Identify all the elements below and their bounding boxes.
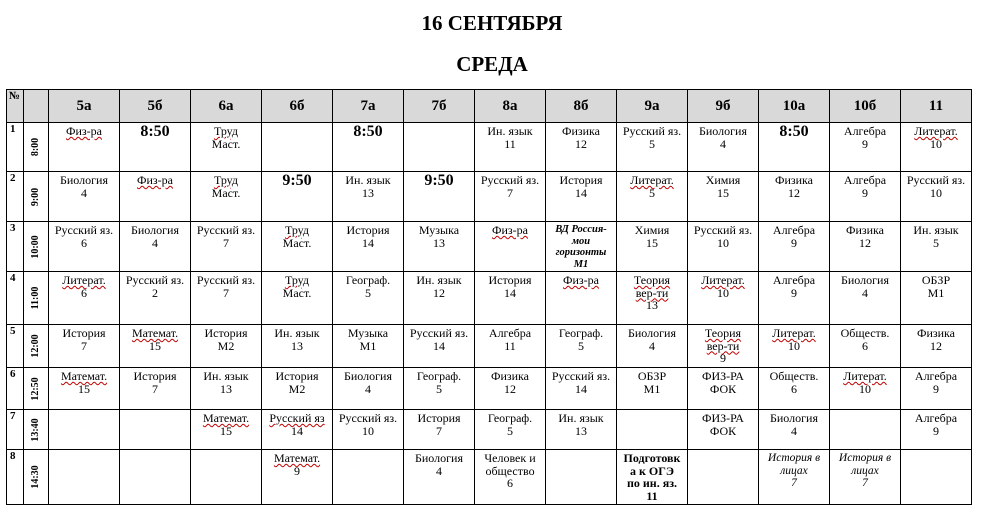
subject-entry: Биология 4 [698,124,747,151]
lesson-time: 11:00 [29,286,41,310]
page-title: 16 СЕНТЯБРЯ [421,11,563,35]
schedule-cell [830,222,901,272]
schedule-cell [688,123,759,172]
subject-entry: Физика 12 [916,326,956,353]
schedule-cell [830,272,901,325]
header-row [7,90,972,123]
lesson-number: 7 [7,410,24,450]
schedule-cell [404,272,475,325]
subject-entry: Биология 4 [769,411,818,438]
schedule-cell [546,272,617,325]
class-header: 7б [404,90,475,123]
schedule-cell [262,123,333,172]
schedule-cell [120,368,191,410]
schedule-cell [759,325,830,368]
subject-entry [688,450,758,452]
schedule-cell [688,410,759,450]
schedule-cell [191,172,262,222]
schedule-cell [759,272,830,325]
schedule-cell [759,450,830,505]
schedule-cell [688,368,759,410]
subject-entry: История в лицах 7 [838,452,892,489]
schedule-cell [617,410,688,450]
schedule-cell [49,368,120,410]
schedule-cell [688,450,759,505]
schedule-cell [333,222,404,272]
class-header: 8а [475,90,546,123]
schedule-cell [901,325,972,368]
schedule-cell [49,450,120,505]
schedule-cell [617,222,688,272]
subject-entry: Географ. 5 [487,411,533,438]
lesson-row [7,368,972,410]
schedule-cell [120,172,191,222]
schedule-cell [617,123,688,172]
lesson-time: 8:00 [29,137,41,157]
lesson-row [7,222,972,272]
subject-entry: Физ-ра [492,223,528,237]
subject-entry: Ин. язык 12 [416,273,462,300]
lesson-time-cell [24,368,49,410]
schedule-cell [901,172,972,222]
subject-entry [546,450,616,452]
subject-entry [49,450,119,452]
lesson-time: 9:00 [29,187,41,206]
subject-entry: Географ. 5 [416,369,462,396]
schedule-cell [475,325,546,368]
start-time-label: 9:50 [424,172,454,189]
lesson-time: 14:30 [29,465,41,489]
subject-entry: История 14 [559,173,603,200]
schedule-cell [688,325,759,368]
schedule-cell [688,272,759,325]
start-time-label: 8:50 [353,123,383,140]
class-header: 11 [901,90,972,123]
schedule-cell [617,172,688,222]
subject-entry: Обществ. 6 [769,369,819,396]
subject-entry: Географ. 5 [345,273,391,300]
schedule-cell [901,123,972,172]
schedule-cell [333,368,404,410]
schedule-cell [475,172,546,222]
subject-entry: Русский яз. 2 [125,273,185,300]
subject-entry: Географ. 5 [558,326,604,353]
subject-entry [191,450,261,452]
schedule-cell [262,325,333,368]
schedule-cell [404,410,475,450]
subject-entry: Ин. язык 13 [345,173,391,200]
lesson-number: 1 [7,123,24,172]
class-header: 10б [830,90,901,123]
subject-entry: Физика 12 [490,369,530,396]
schedule-cell [759,410,830,450]
lesson-time: 12:00 [29,334,41,358]
schedule-cell [120,222,191,272]
subject-entry: Подготовк а к ОГЭ по ин. яз. 11 [623,451,681,503]
schedule-cell [546,450,617,505]
schedule-cell [901,222,972,272]
schedule-cell [759,123,830,172]
subject-entry: Обществ. 6 [840,326,890,353]
schedule-cell [49,325,120,368]
schedule-cell [404,123,475,172]
subject-entry: Биология 4 [59,173,108,200]
number-header: № [7,90,24,123]
subject-entry [333,450,403,452]
subject-entry: ОБЗР М1 [921,273,951,300]
subject-entry [901,450,971,452]
schedule-cell [333,450,404,505]
subject-entry: Русский яз. 10 [906,173,966,200]
schedule-cell [617,368,688,410]
subject-entry: Русский яз. 10 [693,223,753,250]
schedule-cell [475,222,546,272]
lesson-number: 6 [7,368,24,410]
subject-entry: Алгебра 9 [843,173,887,200]
schedule-cell [759,172,830,222]
schedule-cell [404,368,475,410]
schedule-cell [333,272,404,325]
lesson-time: 12:50 [29,376,41,401]
subject-entry: История М2 [204,326,248,353]
schedule-cell [546,222,617,272]
subject-entry: История в лицах 7 [767,452,821,489]
schedule-cell [191,325,262,368]
subject-entry: Физика 12 [845,223,885,250]
lesson-time-cell [24,172,49,222]
schedule-cell [191,368,262,410]
lesson-row [7,450,972,505]
subject-entry: Физика 12 [774,173,814,200]
subject-entry: Химия 15 [634,223,670,250]
subject-entry: Биология 4 [840,273,889,300]
schedule-cell [262,272,333,325]
subject-entry: История 14 [346,223,390,250]
class-header: 5а [49,90,120,123]
class-header: 5б [120,90,191,123]
lesson-time: 13:40 [29,417,41,442]
schedule-cell [901,450,972,505]
lesson-number: 8 [7,450,24,505]
subject-entry: История 7 [417,411,461,438]
schedule-cell [830,410,901,450]
schedule-cell [404,172,475,222]
subject-entry: Физика 12 [561,124,601,151]
lesson-number: 4 [7,272,24,325]
subject-entry: Ин. язык 13 [274,326,320,353]
day-title: СРЕДА [456,52,528,76]
schedule-cell [120,450,191,505]
start-time-label: 8:50 [779,123,809,140]
subject-entry: История 7 [133,369,177,396]
schedule-cell [49,410,120,450]
schedule-cell [262,450,333,505]
subject-entry: Математ. 15 [131,326,179,353]
schedule-cell [475,410,546,450]
schedule-cell [759,368,830,410]
schedule-cell [333,172,404,222]
class-header: 6б [262,90,333,123]
subject-entry [830,410,900,412]
schedule-cell [830,325,901,368]
subject-entry: Физ-ра [66,124,102,138]
subject-entry: Ин. язык 11 [487,124,533,151]
lesson-row [7,123,972,172]
schedule-cell [120,123,191,172]
subject-entry: Литерат. 10 [701,273,745,300]
subject-entry [404,123,474,125]
schedule-cell [688,222,759,272]
schedule-cell [49,172,120,222]
subject-entry: Биология 4 [414,451,463,478]
schedule-table [6,89,972,505]
schedule-cell [404,450,475,505]
schedule-cell [333,123,404,172]
subject-entry: Русский яз. 5 [622,124,682,151]
subject-entry [120,450,190,452]
subject-entry: Алгебра 9 [914,369,958,396]
subject-entry: Физ-ра [137,173,173,187]
subject-entry: Математ. 9 [273,451,321,478]
schedule-cell [262,368,333,410]
class-header: 8б [546,90,617,123]
schedule-cell [830,172,901,222]
subject-entry: Русский яз 14 [269,411,325,438]
schedule-cell [546,368,617,410]
subject-entry: Теория вер-ти 13 [633,273,671,312]
subject-entry: Литерат. 10 [914,124,958,151]
schedule-cell [191,272,262,325]
subject-entry: Алгебра 9 [843,124,887,151]
subject-entry: Алгебра 9 [914,411,958,438]
subject-entry [49,410,119,412]
lesson-row [7,325,972,368]
schedule-cell [120,410,191,450]
schedule-cell [688,172,759,222]
subject-entry: Алгебра 11 [488,326,532,353]
subject-entry: Литерат. 10 [843,369,887,396]
subject-entry: Русский яз. 6 [54,223,114,250]
class-header: 7а [333,90,404,123]
subject-entry: История 7 [62,326,106,353]
subject-entry: Физ-ра [563,273,599,287]
start-time-label: 8:50 [140,123,170,140]
subject-entry: Ин. язык 5 [913,223,959,250]
subject-entry: Музыка М1 [347,326,389,353]
subject-entry: ОБЗР М1 [637,369,667,396]
schedule-cell [901,410,972,450]
lesson-row [7,172,972,222]
class-header: 9а [617,90,688,123]
start-time-label: 9:50 [282,172,312,189]
schedule-cell [333,325,404,368]
subject-entry: Человек и общество 6 [484,451,536,490]
subject-entry: Ин. язык 13 [558,411,604,438]
subject-entry: Русский яз. 14 [409,326,469,353]
lesson-time-cell [24,410,49,450]
schedule-cell [262,222,333,272]
lesson-time-cell [24,272,49,325]
schedule-cell [901,368,972,410]
schedule-cell [475,368,546,410]
schedule-cell [49,123,120,172]
schedule-cell [546,325,617,368]
subject-entry: Алгебра 9 [772,273,816,300]
subject-entry: Русский яз. 7 [196,223,256,250]
schedule-cell [49,272,120,325]
lesson-number: 3 [7,222,24,272]
schedule-cell [120,272,191,325]
schedule-cell [191,410,262,450]
schedule-cell [617,325,688,368]
subject-entry: ФИЗ-РА ФОК [702,369,744,396]
subject-entry [120,410,190,412]
subject-entry [617,410,687,412]
time-header [24,90,49,123]
subject-entry: Труд Маст. [211,124,241,151]
schedule-cell [759,222,830,272]
subject-entry: Биология 4 [130,223,179,250]
schedule-cell [475,450,546,505]
schedule-cell [475,272,546,325]
schedule-cell [546,172,617,222]
subject-entry: Русский яз. 7 [196,273,256,300]
schedule-cell [901,272,972,325]
lesson-row [7,272,972,325]
class-header: 9б [688,90,759,123]
class-header: 10а [759,90,830,123]
subject-entry: Биология 4 [343,369,392,396]
schedule-cell [617,450,688,505]
schedule-cell [830,368,901,410]
subject-entry [262,123,332,125]
schedule-cell [191,222,262,272]
schedule-cell [617,272,688,325]
lesson-time-cell [24,450,49,505]
subject-entry: Русский яз. 10 [338,411,398,438]
subject-entry: Математ. 15 [202,411,250,438]
subject-entry: Литерат. 6 [62,273,106,300]
subject-entry: Труд Маст. [282,223,312,250]
subject-entry: Музыка 13 [418,223,460,250]
subject-entry: ВД Россия- мои горизонты М1 [555,224,607,270]
subject-entry: Ин. язык 13 [203,369,249,396]
schedule-cell [546,410,617,450]
subject-entry: Труд Маст. [211,173,241,200]
schedule-cell [830,450,901,505]
lesson-number: 5 [7,325,24,368]
lesson-time-cell [24,325,49,368]
schedule-cell [191,450,262,505]
schedule-cell [262,172,333,222]
subject-entry: История М2 [275,369,319,396]
schedule-cell [262,410,333,450]
lesson-time: 10:00 [29,234,41,259]
lesson-time-cell [24,123,49,172]
subject-entry: Алгебра 9 [772,223,816,250]
subject-entry: ФИЗ-РА ФОК [702,411,744,438]
class-header: 6а [191,90,262,123]
subject-entry: Русский яз. 7 [480,173,540,200]
schedule-cell [404,222,475,272]
subject-entry: Математ. 15 [60,369,108,396]
schedule-cell [333,410,404,450]
schedule-cell [120,325,191,368]
schedule-cell [830,123,901,172]
subject-entry: Труд Маст. [282,273,312,300]
lesson-time-cell [24,222,49,272]
subject-entry: Русский яз. 14 [551,369,611,396]
schedule-cell [49,222,120,272]
subject-entry: История 14 [488,273,532,300]
schedule-cell [191,123,262,172]
subject-entry: Химия 15 [705,173,741,200]
subject-entry: Теория вер-ти 9 [704,326,742,365]
subject-entry: Литерат. 5 [630,173,674,200]
schedule-cell [404,325,475,368]
schedule-cell [475,123,546,172]
schedule-cell [546,123,617,172]
lesson-number: 2 [7,172,24,222]
subject-entry: Биология 4 [627,326,676,353]
subject-entry: Литерат. 10 [772,326,816,353]
lesson-row [7,410,972,450]
